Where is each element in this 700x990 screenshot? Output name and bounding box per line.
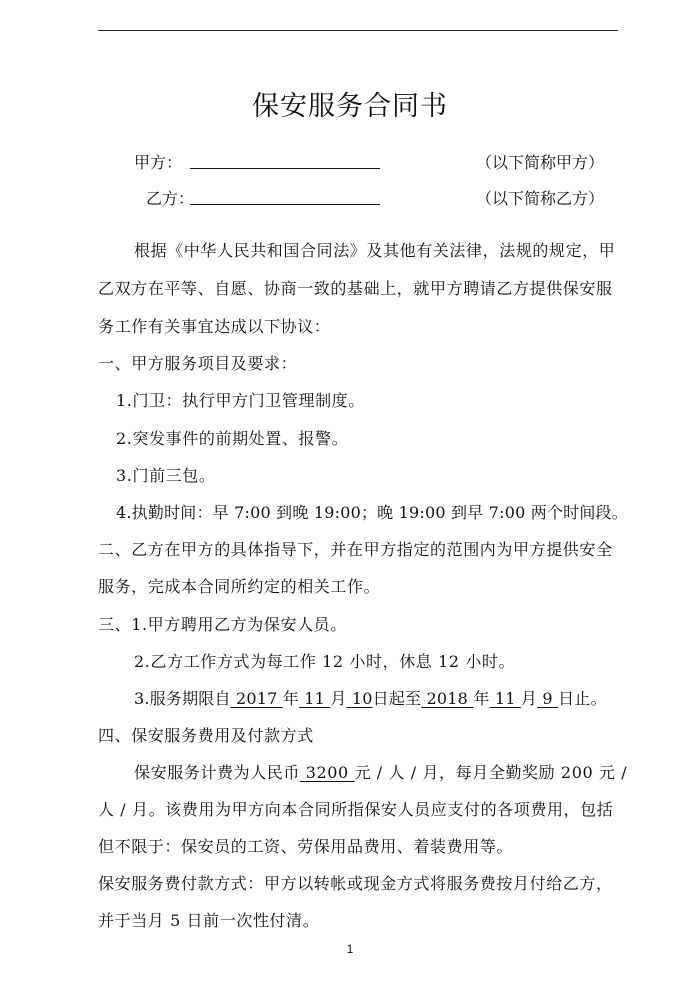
- term-end-year-word: 年: [473, 689, 490, 708]
- party-a-blank: [190, 168, 380, 169]
- section-3-item-3: [134, 686, 607, 709]
- party-b-label: 乙方：: [146, 189, 195, 208]
- section-1-item-2: 2.突发事件的前期处置、报警。: [116, 429, 349, 448]
- term-start-day: 10: [351, 689, 373, 708]
- section-1-item-1: 1.门卫：执行甲方门卫管理制度。: [116, 391, 365, 410]
- section-4-payment-line-1: 保安服务费付款方式：甲方以转帐或现金方式将服务费按月付给乙方，: [98, 874, 613, 893]
- term-start-suffix: 日起至: [372, 689, 422, 708]
- section-1-heading: 一、甲方服务项目及要求：: [98, 354, 298, 373]
- term-year-word: 年: [282, 689, 299, 708]
- header-rule: [98, 30, 618, 31]
- section-3-item-1: 三、1.甲方聘用乙方为保安人员。: [98, 615, 347, 634]
- section-4-fee-line-1: 保安服务计费为人民币 3200 元 / 人 / 月，每月全勤奖励 200 元 /: [134, 763, 628, 782]
- section-4-fee-line-2: 人 / 月。该费用为甲方向本合同所指保安人员应支付的各项费用，包括: [98, 800, 614, 819]
- term-end-suffix: 日止。: [558, 689, 607, 708]
- term-end-month-word: 月: [520, 689, 538, 708]
- section-1-item-4: 4.执勤时间：早 7:00 到晚 19:00；晚 19:00 到早 7:00 两个时间段。: [116, 503, 628, 522]
- term-end-year: 2018: [426, 689, 469, 708]
- intro-line-3: 务工作有关事宜达成以下协议：: [98, 317, 331, 336]
- term-prefix: 3.服务期限自: [134, 689, 231, 708]
- party-a-label: 甲方：: [134, 153, 183, 172]
- section-4-heading: 四、保安服务费用及付款方式: [98, 726, 314, 745]
- intro-line-1: 根据《中华人民共和国合同法》及其他有关法律，法规的规定，甲: [134, 241, 616, 260]
- party-a-note: （以下简称甲方）: [476, 153, 605, 172]
- intro-line-2: 乙双方在平等、自愿、协商一致的基础上，就甲方聘请乙方提供保安服: [98, 279, 613, 298]
- section-4-payment-line-2: 并于当月 5 日前一次性付清。: [98, 911, 320, 930]
- term-start-year: 2017: [235, 689, 278, 708]
- section-4-fee-line-3: 但不限于：保安员的工资、劳保用品费用、着装费用等。: [98, 837, 514, 856]
- term-end-day: 9: [542, 689, 553, 708]
- term-end-month: 11: [494, 689, 516, 708]
- section-2-line-1: 二、乙方在甲方的具体指导下，并在甲方指定的范围内为甲方提供安全: [98, 540, 613, 559]
- party-b-note: （以下简称乙方）: [476, 189, 605, 208]
- section-2-line-2: 服务，完成本合同所约定的相关工作。: [98, 577, 381, 596]
- fee-amount: 3200: [305, 763, 349, 782]
- party-b-blank: [190, 204, 380, 205]
- section-1-item-3: 3.门前三包。: [116, 466, 216, 485]
- page-number: 1: [346, 942, 354, 956]
- document-title: 保安服务合同书: [252, 91, 448, 122]
- section-3-item-2: 2.乙方工作方式为每工作 12 小时，休息 12 小时。: [134, 652, 516, 671]
- term-month-word: 月: [330, 689, 347, 708]
- term-start-month: 11: [304, 689, 326, 708]
